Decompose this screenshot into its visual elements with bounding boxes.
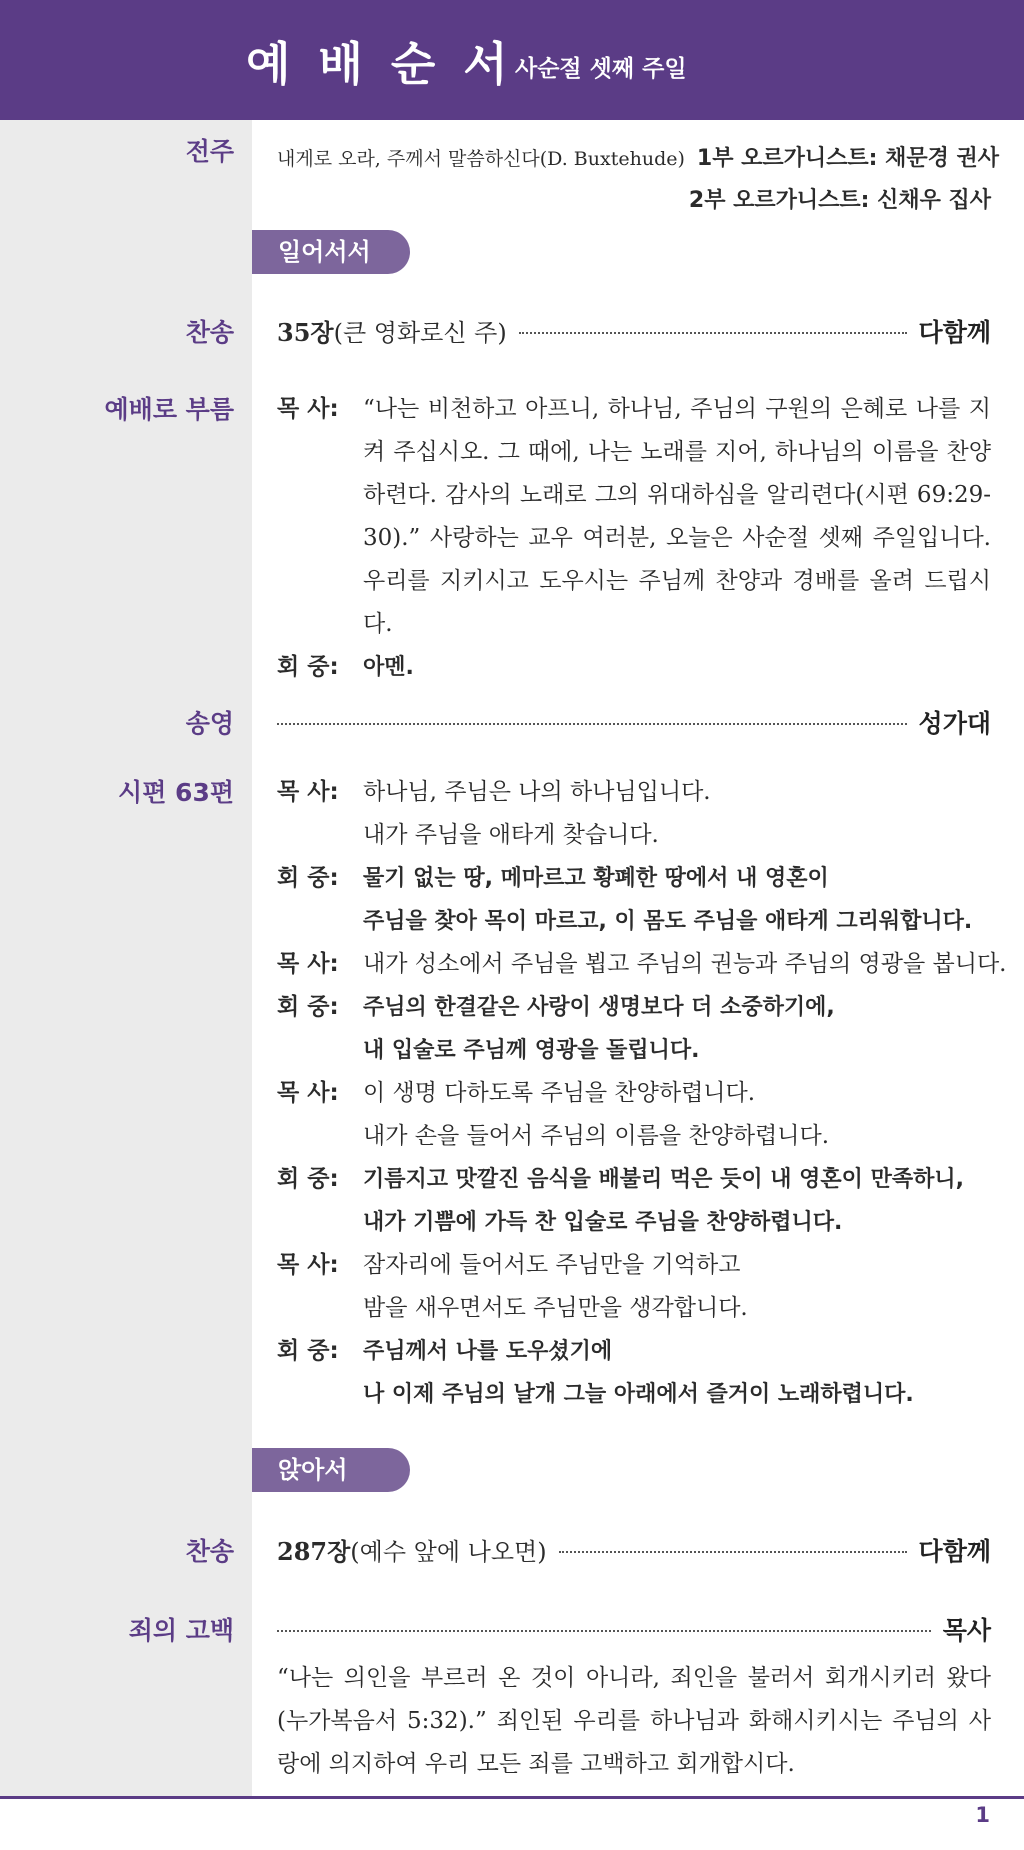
dialogue-text: 아멘. bbox=[363, 655, 414, 680]
hymn2-number: 287장 bbox=[277, 1537, 351, 1566]
speaker-label: 회 중: bbox=[277, 1166, 339, 1192]
speaker-label: 목 사: bbox=[277, 779, 339, 805]
dialogue-row bbox=[277, 388, 991, 646]
dialogue-row bbox=[277, 986, 991, 1072]
sit-badge: 앉아서 bbox=[252, 1448, 410, 1492]
hymn2-title: (예수 앞에 나오면) bbox=[350, 1538, 547, 1566]
hymn2-line bbox=[277, 1535, 991, 1569]
dialogue-row bbox=[277, 646, 991, 689]
speaker-label: 목 사: bbox=[277, 1080, 339, 1106]
organist-2: 2부 오르가니스트: 신채우 집사 bbox=[688, 188, 991, 213]
confession-label: 죄의 고백 bbox=[128, 1616, 234, 1645]
page-subtitle: 사순절 셋째 주일 bbox=[515, 56, 687, 82]
dialogue-row bbox=[277, 1072, 991, 1158]
dialogue-text: 물기 없는 땅, 메마르고 황폐한 땅에서 내 영혼이 주님을 찾아 목이 마르고, 이 몸도 주님을 애타게 그리워합니다. bbox=[363, 866, 973, 934]
dotted-leader bbox=[277, 1630, 931, 1632]
anthem-by: 성가대 bbox=[918, 709, 991, 738]
organist-1: 1부 오르가니스트: 채문경 권사 bbox=[696, 146, 1000, 171]
prelude-piece: 내게로 오라, 주께서 말씀하신다(D. Buxtehude) bbox=[277, 148, 685, 170]
hymn2-label: 찬송 bbox=[185, 1537, 234, 1566]
dialogue-text: 잠자리에 들어서도 주님만을 기억하고 밤을 새우면서도 주님만을 생각합니다. bbox=[363, 1252, 748, 1321]
dotted-leader bbox=[277, 723, 907, 725]
confession-line bbox=[277, 1614, 991, 1648]
confession-by: 목사 bbox=[942, 1616, 991, 1645]
speaker-label: 회 중: bbox=[277, 654, 339, 680]
psalm-label: 시편 63편 bbox=[118, 778, 234, 807]
speaker-label: 목 사: bbox=[277, 396, 339, 422]
psalm-dialogue bbox=[277, 771, 1007, 1416]
speaker-label: 목 사: bbox=[277, 951, 339, 977]
speaker-label: 목 사: bbox=[277, 1252, 339, 1278]
anthem-line bbox=[277, 707, 991, 741]
confession-text: “나는 의인을 부르러 온 것이 아니라, 죄인을 불러서 회개시키러 왔다(누가복음서 5:32).” 죄인된 우리를 하나님과 화해시키시는 주님의 사랑에 의지하여 우리 모든 죄를 고백하고 회개합시다. bbox=[277, 1665, 991, 1777]
dialogue-text: 주님께서 나를 도우셨기에 나 이제 주님의 날개 그늘 아래에서 즐거이 노래하렵니다. bbox=[363, 1339, 914, 1407]
dialogue-row bbox=[277, 1330, 991, 1416]
hymn1-number: 35장 bbox=[277, 318, 334, 347]
speaker-label: 회 중: bbox=[277, 865, 339, 891]
dialogue-text: 내가 성소에서 주님을 뵙고 주님의 권능과 주님의 영광을 봅니다. bbox=[363, 951, 1007, 977]
dialogue-row bbox=[277, 771, 991, 857]
stand-badge: 일어서서 bbox=[252, 230, 410, 274]
dotted-leader bbox=[559, 1551, 907, 1553]
dialogue-text: 주님의 한결같은 사랑이 생명보다 더 소중하기에, 내 입술로 주님께 영광을 돌립니다. bbox=[363, 995, 835, 1063]
call-to-worship-label: 예배로 부름 bbox=[104, 395, 234, 424]
speaker-label: 회 중: bbox=[277, 994, 339, 1020]
header-banner bbox=[0, 0, 1024, 120]
call-to-worship-dialogue bbox=[277, 388, 991, 689]
page-number: 1 bbox=[975, 1803, 990, 1827]
prelude-label: 전주 bbox=[185, 137, 234, 166]
hymn1-by: 다함께 bbox=[918, 318, 991, 347]
dialogue-text: 기름지고 맛깔진 음식을 배불리 먹은 듯이 내 영혼이 만족하니, 내가 기쁨에 가득 찬 입술로 주님을 찬양하렵니다. bbox=[363, 1167, 964, 1235]
prelude-section bbox=[277, 138, 1000, 222]
dialogue-text: 하나님, 주님은 나의 하나님입니다. 내가 주님을 애타게 찾습니다. bbox=[363, 779, 711, 848]
hymn1-line bbox=[277, 316, 991, 350]
dialogue-row bbox=[277, 943, 1007, 986]
dialogue-row bbox=[277, 1158, 991, 1244]
dialogue-text: “나는 비천하고 아프니, 하나님, 주님의 구원의 은혜로 나를 지켜 주십시오. 그 때에, 나는 노래를 지어, 하나님의 이름을 찬양하련다. 감사의 노래로 그의 위대하심을 알리련다(시편 69:29-30).” 사랑하는 교우 여러분, 오늘은 사순절 셋째 주일입니다. 우리를 지키시고 도우시는 주님께 찬양과 경배를 올려 드립시다. bbox=[363, 396, 991, 637]
page-title: 예배순서 bbox=[246, 37, 536, 91]
anthem-label: 송영 bbox=[185, 709, 234, 738]
dialogue-text: 이 생명 다하도록 주님을 찬양하렵니다. 내가 손을 들어서 주님의 이름을 찬양하렵니다. bbox=[363, 1080, 830, 1149]
speaker-label: 회 중: bbox=[277, 1338, 339, 1364]
footer-rule bbox=[0, 1796, 1024, 1799]
dialogue-row bbox=[277, 857, 991, 943]
hymn2-by: 다함께 bbox=[918, 1537, 991, 1566]
dotted-leader bbox=[519, 332, 907, 334]
hymn1-title: (큰 영화로신 주) bbox=[333, 319, 507, 347]
hymn1-label: 찬송 bbox=[185, 318, 234, 347]
dialogue-row bbox=[277, 1244, 991, 1330]
